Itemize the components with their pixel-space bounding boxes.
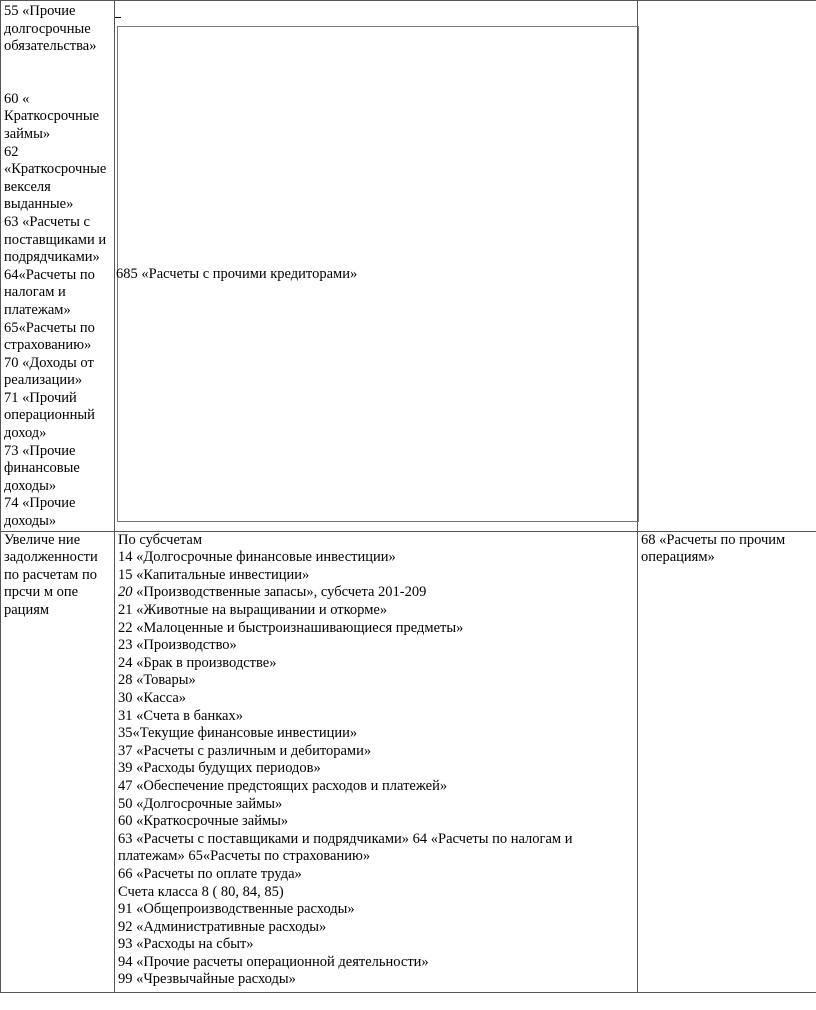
account-line: долгосрочные <box>4 20 91 37</box>
row1-col3-cell <box>638 1 816 532</box>
credit-line: 68 «Расчеты по прочим <box>641 531 786 548</box>
account-line: налогам и <box>4 284 66 301</box>
account-line: 94 «Прочие расчеты операционной деятельности» <box>118 953 429 970</box>
operation-line: прсчи м опе <box>4 584 79 601</box>
account-line: 92 «Административные расходы» <box>118 918 327 935</box>
account-line: платежам» <box>4 301 71 318</box>
row2-credit-text <box>641 532 816 567</box>
row2-operation-cell <box>1 531 115 992</box>
account-line: 50 «Долгосрочные займы» <box>118 795 283 812</box>
account-line: 30 «Касса» <box>118 689 187 706</box>
account-line <box>118 584 637 602</box>
account-line: Счета класса 8 ( 80, 84, 85) <box>118 883 284 900</box>
account-line: 15 «Капитальные инвестиции» <box>118 566 310 583</box>
account-line: 28 «Товары» <box>118 672 196 689</box>
account-line: 37 «Расчеты с различным и дебиторами» <box>118 742 372 759</box>
row1-debit-accounts-cell <box>1 1 115 532</box>
account-line: 60 « <box>4 90 30 107</box>
account-line: выданные» <box>4 196 74 213</box>
operation-line: рациям <box>4 602 50 618</box>
account-line: подрядчиками» <box>4 249 100 266</box>
account-line: 66 «Расчеты по оплате труда» <box>118 865 302 882</box>
account-line: обязательства» <box>4 38 97 55</box>
account-number: 20 <box>118 584 133 601</box>
account-line: 60 «Краткосрочные займы» <box>118 813 289 830</box>
account-line: 22 «Малоценные и быстроизнашивающиеся предметы» <box>118 619 464 636</box>
row1-col1-list <box>4 1 114 531</box>
spacer <box>4 56 114 91</box>
account-line: «Краткосрочные <box>4 161 107 178</box>
account-line: 24 «Брак в производстве» <box>118 654 277 671</box>
account-line: 73 «Прочие <box>4 442 76 459</box>
account-line: 70 «Доходы от <box>4 354 94 371</box>
account-line: векселя <box>4 178 51 195</box>
account-line: Краткосрочные <box>4 108 100 125</box>
corner-mark <box>115 17 121 18</box>
operation-line: Увеличе ние <box>4 531 81 548</box>
account-line: реализации» <box>4 372 83 389</box>
account-line: доход» <box>4 425 47 442</box>
table-row <box>1 531 816 992</box>
account-title: «Производственные запасы», субсчета 201-209 <box>132 584 427 601</box>
account-line: страхованию» <box>4 337 92 354</box>
account-line: 99 «Чрезвычайные расходы» <box>118 971 296 988</box>
account-line: 62 <box>4 143 19 160</box>
operation-line: по расчетам по <box>4 566 97 583</box>
row1-account-text: 685 «Расчеты с прочими кредиторами» <box>116 266 358 282</box>
account-line: доходы» <box>4 477 57 494</box>
account-line: 91 «Общепроизводственные расходы» <box>118 901 355 918</box>
account-line: 21 «Животные на выращивании и откорме» <box>118 602 388 618</box>
row2-col2-header: По субсчетам <box>118 531 203 548</box>
account-line: 65«Расчеты по <box>4 319 95 336</box>
account-line: операционный <box>4 407 95 424</box>
account-line: 31 «Счета в банках» <box>118 707 243 724</box>
credit-line: операциям» <box>641 549 715 566</box>
operation-line: задолженности <box>4 549 98 566</box>
account-line: доходы» <box>4 513 57 530</box>
row2-credit-cell <box>638 531 816 992</box>
account-line: 71 «Прочий <box>4 389 77 406</box>
account-line: 63 «Расчеты с <box>4 213 90 230</box>
account-line: 14 «Долгосрочные финансовые инвестиции» <box>118 549 396 566</box>
account-line: 39 «Расходы будущих периодов» <box>118 760 321 777</box>
account-line: поставщиками и <box>4 231 107 248</box>
account-line: 23 «Производство» <box>118 637 237 654</box>
row2-accounts-list <box>118 549 637 989</box>
account-line: 63 «Расчеты с поставщиками и подрядчиками» 64 «Расчеты по налогам и <box>118 830 573 847</box>
row2-operation-text <box>4 532 114 620</box>
account-line: 74 «Прочие <box>4 495 76 512</box>
account-line: займы» <box>4 125 51 142</box>
account-line: финансовые <box>4 460 80 477</box>
account-line: 35«Текущие финансовые инвестиции» <box>118 725 358 742</box>
account-line: 47 «Обеспечение предстоящих расходов и платежей» <box>118 777 448 794</box>
account-line: 55 «Прочие <box>4 3 76 19</box>
account-line: 64«Расчеты по <box>4 266 95 283</box>
account-line: платежам» 65«Расчеты по страхованию» <box>118 848 371 865</box>
account-line: 93 «Расходы на сбыт» <box>118 936 254 953</box>
row2-accounts-cell <box>115 531 638 992</box>
